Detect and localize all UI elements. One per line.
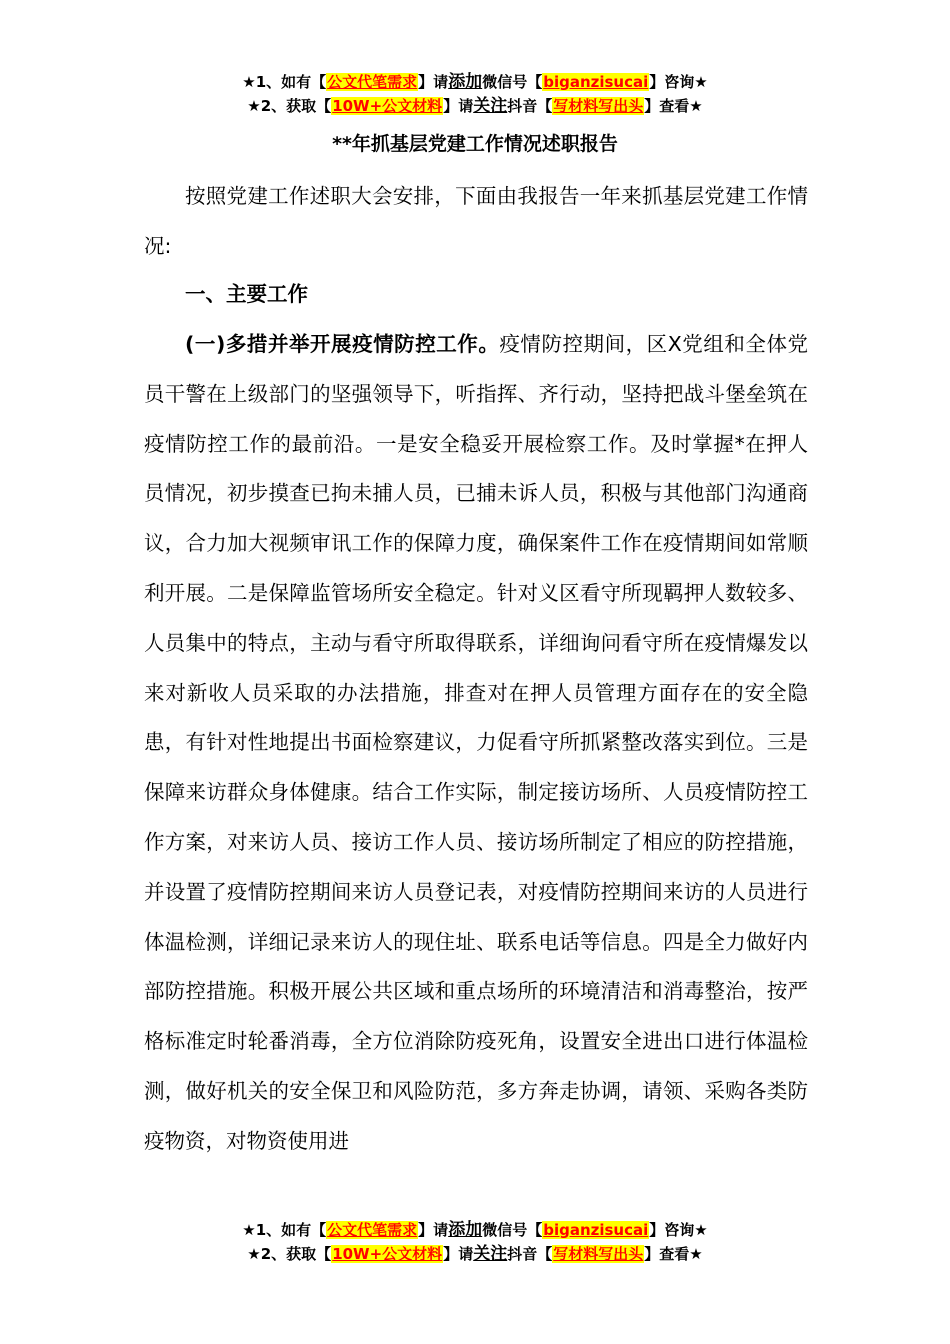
promo-highlight-douyin: 写材料写出头 — [553, 1245, 644, 1263]
promo-highlight-service: 公文代笔需求 — [327, 73, 418, 91]
intro-paragraph: 按照党建工作述职大会安排，下面由我报告一年来抓基层党建工作情况: — [144, 184, 808, 258]
promo-line-1: ★1、如有【公文代笔需求】请添加微信号【biganzisucai】咨询★ — [242, 72, 708, 92]
promo-header — [0, 70, 950, 118]
promo-highlight-service: 公文代笔需求 — [327, 1221, 418, 1239]
promo-highlight-douyin: 写材料写出头 — [553, 97, 644, 115]
paragraph-lead: (一)多措并举开展疫情防控工作。 — [185, 332, 500, 356]
promo-footer — [0, 1218, 950, 1266]
promo-highlight-wechat: biganzisucai — [543, 73, 649, 91]
body-paragraph — [144, 320, 808, 1167]
promo-line-2: ★2、获取【10W+公文材料】请关注抖音【写材料写出头】查看★ — [247, 96, 703, 116]
section-heading: 一、主要工作 — [185, 282, 308, 306]
promo-highlight-materials: 10W+公文材料 — [332, 1245, 443, 1263]
promo-line-2: ★2、获取【10W+公文材料】请关注抖音【写材料写出头】查看★ — [247, 1244, 703, 1264]
document-title: **年抓基层党建工作情况述职报告 — [332, 133, 618, 155]
promo-line-1: ★1、如有【公文代笔需求】请添加微信号【biganzisucai】咨询★ — [242, 1220, 708, 1240]
promo-highlight-wechat: biganzisucai — [543, 1221, 649, 1239]
paragraph-body: 疫情防控期间，区X党组和全体党员干警在上级部门的坚强领导下，听指挥、齐行动，坚持把战斗堡垒筑在疫情防控工作的最前沿。一是安全稳妥开展检察工作。及时掌握*在押人员情况，初步摸查已拘未捕人员，已捕未诉人员，积极与其他部门沟通商议，合力加大视频审讯工作的保障力度，确保案件工作在疫情期间如常顺利开展。二是保障监管场所安全稳定。针对义区看守所现羁押人数较多、人员集中的特点，主动与看守所取得联系，详细询问看守所在疫情爆发以来对新收人员采取的办法措施，排查对在押人员管理方面存在的安全隐患，有针对性地提出书面检察建议，力促看守所抓紧整改落实到位。三是保障来访群众身体健康。结合工作实际，制定接访场所、人员疫情防控工作方案，对来访人员、接访工作人员、接访场所制定了相应的防控措施，并设置了疫情防控期间来访人员登记表，对疫情防控期间来访的人员进行体温检测，详细记录来访人的现住址、联系电话等信息。四是全力做好内部防控措施。积极开展公共区域和重点场所的环境清洁和消毒整治，按严格标准定时轮番消毒，全方位消除防疫死角，设置安全进出口进行体温检测，做好机关的安全保卫和风险防范，多方奔走协调，请领、采购各类防疫物资，对物资使用进 — [144, 332, 808, 1153]
promo-highlight-materials: 10W+公文材料 — [332, 97, 443, 115]
